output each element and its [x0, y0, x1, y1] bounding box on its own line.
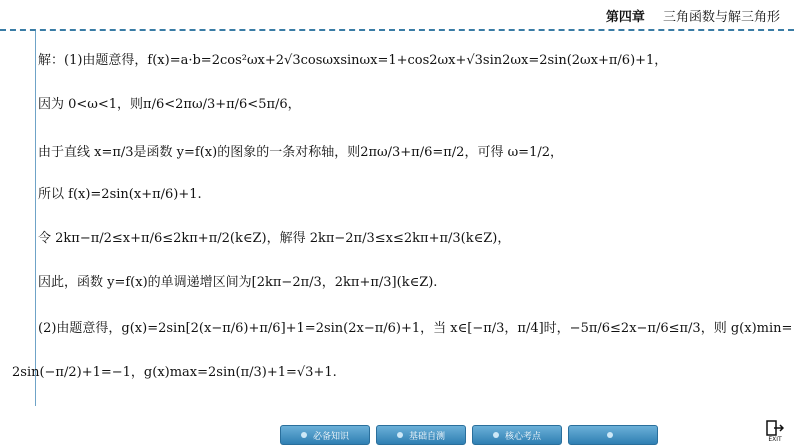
header-bar [0, 0, 794, 30]
nav-button-label: 必备知识 [312, 431, 349, 442]
header-divider [0, 29, 794, 31]
solution-line-5: 令 2kπ−π/2≤x+π/6≤2kπ+π/2(k∈Z)，解得 2kπ−2π/3≤x≤2kπ+π/3(k∈Z)， [38, 231, 511, 246]
chapter-title: 三角函数与解三角形 [662, 10, 780, 25]
exit-label: EXIT [768, 436, 782, 443]
exit-button[interactable] [764, 420, 786, 444]
bullet-icon [397, 432, 403, 438]
solution-line-7: (2)由题意得，g(x)=2sin[2(x−π/6)+π/6]+1=2sin(2x−π/6)+1，当 x∈[−π/3，π/4]时，−5π/6≤2x−π/6≤π/3，则 g(x)min= [38, 321, 793, 336]
exit-icon [766, 420, 784, 436]
nav-button-core-points[interactable] [472, 425, 562, 445]
solution-line-4: 所以 f(x)=2sin(x+π/6)+1. [38, 187, 202, 202]
nav-button-essential-knowledge[interactable] [280, 425, 370, 445]
bullet-icon [607, 432, 613, 438]
solution-line-3: 由于直线 x=π/3是函数 y=f(x)的图象的一条对称轴，则2πω/3+π/6=π/2，可得 ω=1/2， [38, 145, 563, 160]
nav-button-label: 核心考点 [504, 431, 541, 442]
solution-line-1: 解：(1)由题意得，f(x)=a·b=2cos²ωx+2√3cosωxsinωx=1+cos2ωx+√3sin2ωx=2sin(2ωx+π/6)+1， [38, 53, 668, 68]
left-rule [35, 31, 36, 406]
header-title [606, 6, 780, 25]
bullet-icon [301, 432, 307, 438]
nav-button-basic-test[interactable] [376, 425, 466, 445]
nav-button-label: 基础自测 [408, 431, 445, 442]
bottom-nav [280, 425, 658, 447]
bullet-icon [493, 432, 499, 438]
solution-line-8: 2sin(−π/2)+1=−1，g(x)max=2sin(π/3)+1=√3+1. [12, 365, 337, 380]
solution-line-2: 因为 0<ω<1，则π/6<2πω/3+π/6<5π/6， [38, 97, 301, 112]
chapter-label: 第四章 [605, 10, 645, 25]
nav-button-extra[interactable] [568, 425, 658, 445]
solution-line-6: 因此，函数 y=f(x)的单调递增区间为[2kπ−2π/3，2kπ+π/3](k∈Z). [38, 275, 438, 290]
